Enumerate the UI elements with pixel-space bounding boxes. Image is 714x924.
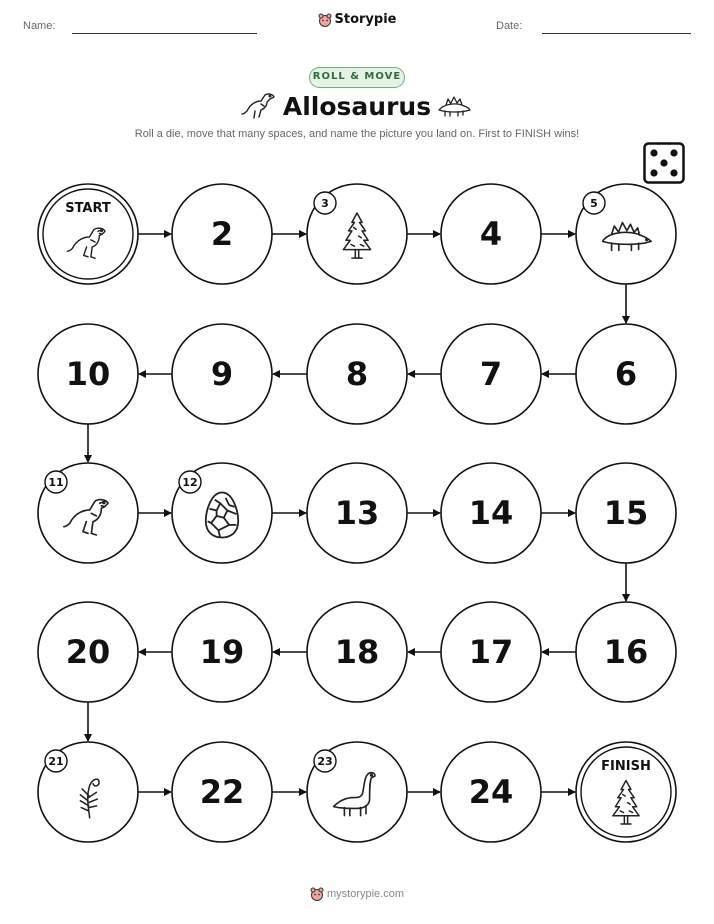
board-space-15[interactable]: [576, 463, 676, 563]
instructions-text: Roll a die, move that many spaces, and name the picture you land on. First to FINISH wins!: [134, 128, 580, 140]
space-number: 24: [468, 773, 514, 811]
name-label: Name:: [23, 20, 56, 32]
space-number: 19: [199, 633, 245, 671]
board-space-7[interactable]: [441, 324, 541, 424]
board-space-3[interactable]: [307, 184, 407, 284]
space-number-badge: 11: [48, 476, 64, 489]
board-space-18[interactable]: [307, 602, 407, 702]
space-number: 9: [210, 355, 234, 393]
board-space-19[interactable]: [172, 602, 272, 702]
space-number-badge: 12: [182, 476, 198, 489]
space-number: 7: [479, 355, 503, 393]
board-space-10[interactable]: [38, 324, 138, 424]
space-number: 15: [603, 494, 649, 532]
board-space-8[interactable]: [307, 324, 407, 424]
space-number: 17: [468, 633, 514, 671]
board-space-14[interactable]: [441, 463, 541, 563]
space-number-badge: 21: [48, 755, 64, 768]
space-number: 10: [65, 355, 111, 393]
start-space[interactable]: [38, 184, 138, 284]
board-space-2[interactable]: [172, 184, 272, 284]
board-space-6[interactable]: [576, 324, 676, 424]
game-type-badge: ROLL & MOVE: [309, 67, 405, 88]
board-space-12[interactable]: [172, 463, 272, 563]
space-number-badge: 23: [317, 755, 333, 768]
space-label: FINISH: [601, 759, 651, 774]
space-number-badge: 5: [590, 197, 598, 210]
board-space-13[interactable]: [307, 463, 407, 563]
space-number-badge: 3: [321, 197, 329, 210]
finish-space[interactable]: [576, 742, 676, 842]
board-space-5[interactable]: [576, 184, 676, 284]
space-number: 14: [468, 494, 514, 532]
board-spaces: [38, 184, 676, 842]
space-number: 13: [334, 494, 380, 532]
space-number: 6: [614, 355, 638, 393]
space-number: 2: [210, 215, 234, 253]
space-number: 8: [345, 355, 369, 393]
board-space-24[interactable]: [441, 742, 541, 842]
footer: [0, 887, 714, 901]
board-space-11[interactable]: [38, 463, 138, 563]
board-space-9[interactable]: [172, 324, 272, 424]
space-number: 18: [334, 633, 380, 671]
space-number: 4: [479, 215, 503, 253]
space-number: 20: [65, 633, 111, 671]
board-space-20[interactable]: [38, 602, 138, 702]
board-space-23[interactable]: [307, 742, 407, 842]
space-number: 22: [199, 773, 245, 811]
board-space-17[interactable]: [441, 602, 541, 702]
date-label: Date:: [496, 20, 523, 32]
board-space-16[interactable]: [576, 602, 676, 702]
space-number: 16: [603, 633, 649, 671]
board-space-21[interactable]: [38, 742, 138, 842]
page-title: Allosaurus: [282, 92, 432, 121]
brand-name: Storypie: [334, 12, 397, 27]
space-label: START: [65, 201, 111, 216]
board-space-4[interactable]: [441, 184, 541, 284]
board-space-22[interactable]: [172, 742, 272, 842]
storypie-mascot-icon: [310, 887, 324, 901]
footer-site: mystorypie.com: [326, 887, 405, 900]
